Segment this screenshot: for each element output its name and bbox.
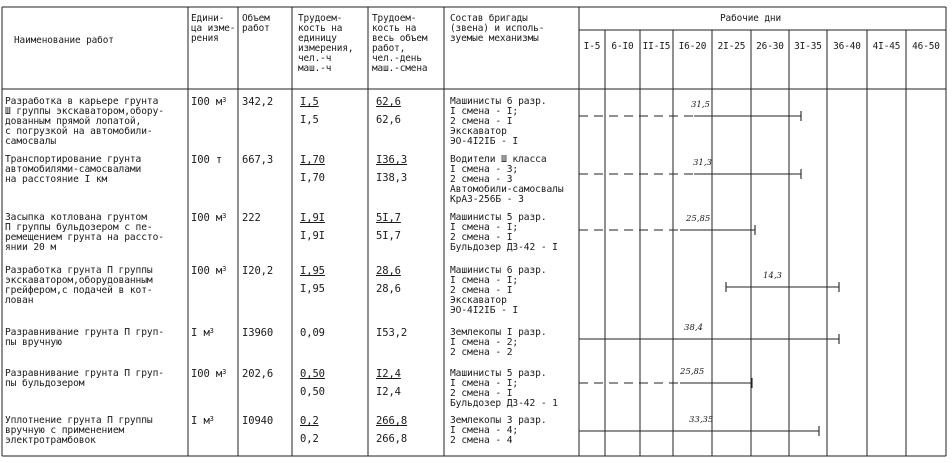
labor-total-top: 266,8	[376, 415, 408, 427]
schedule-mark: 31,3	[693, 158, 712, 168]
header-crew: Состав бригады (звена) и исполь- зуемые механизмы	[450, 13, 545, 44]
labor-unit-top: I,70	[300, 154, 325, 166]
labor-unit-bottom: 0,50	[300, 386, 325, 398]
labor-total-top: 62,6	[376, 96, 401, 108]
unit-text: I м	[191, 415, 210, 427]
labor-unit-top: 0,2	[300, 415, 319, 427]
unit-cell	[191, 155, 222, 166]
labor-total-bottom: I2,4	[376, 386, 401, 398]
unit-cell	[191, 266, 226, 277]
labor-unit-bottom: I,70	[300, 172, 325, 184]
volume-cell: 222	[242, 212, 261, 224]
labor-total-top: 28,6	[376, 265, 401, 277]
day-range-header: 26-30	[756, 41, 784, 52]
labor-unit-top: I,9I	[300, 212, 325, 224]
unit-cell	[191, 97, 226, 108]
unit-text: I00 м	[191, 368, 223, 380]
unit-superscript: 3	[209, 415, 214, 423]
labor-unit-top: 0,50	[300, 368, 325, 380]
labor-unit-bottom: I,5	[300, 114, 319, 126]
labor-total-bottom: 5I,7	[376, 230, 401, 242]
schedule-mark: 38,4	[684, 323, 703, 333]
day-range-header: 36-40	[833, 41, 861, 52]
unit-cell	[191, 213, 226, 224]
unit-text: I00 т	[191, 154, 223, 166]
volume-cell: I0940	[242, 415, 274, 427]
volume-cell: I3960	[242, 327, 274, 339]
unit-superscript: 3	[222, 96, 227, 104]
work-name: Разработка в карьере грунта Ш группы экскаватором,обору- дованным прямой лопатой, с погрузкой на автомобили- самосвалы	[5, 96, 164, 147]
header-unit: Едини- ца изме- рения	[191, 13, 236, 44]
unit-cell	[191, 328, 214, 339]
work-name: Разравнивание грунта П груп- пы вручную	[5, 327, 164, 348]
day-range-header: I6-20	[678, 41, 707, 52]
labor-unit-top: I,5	[300, 96, 319, 108]
unit-superscript: 3	[209, 327, 214, 335]
unit-text: I00 м	[191, 96, 223, 108]
work-name: Засыпка котлована грунтом П группы бульдозером с пе- ремещением грунта на рассто- янии 20 м	[5, 212, 164, 253]
schedule-mark: 25,85	[680, 367, 705, 377]
schedule-mark: 31,5	[691, 100, 710, 110]
unit-superscript: 3	[222, 368, 227, 376]
work-name: Уплотнение грунта П группы вручную с применением электротрамбовок	[5, 415, 153, 446]
crew-cell: Машинисты 6 разр. I смена - I; 2 смена - I Экскаватор ЭО-4I2IБ - I	[450, 265, 547, 316]
schedule-mark: 25,85	[686, 214, 711, 224]
crew-cell: Машинисты 6 разр. I смена - I; 2 смена - I Экскаватор ЭО-4I2IБ - I	[450, 96, 547, 147]
labor-unit-bottom: I,9I	[300, 230, 325, 242]
header-labor-total: Трудоем- кость на весь объем работ, чел.-день маш.-смена	[372, 13, 428, 74]
crew-cell: Землекопы I разр. I смена - 2; 2 смена - 2	[450, 327, 547, 358]
unit-superscript: 3	[222, 265, 227, 273]
work-name: Транспортирование грунта автомобилями-самосвалами на расстояние I км	[5, 154, 142, 185]
unit-cell	[191, 369, 226, 380]
unit-superscript: 3	[222, 212, 227, 220]
day-range-header: 3I-35	[794, 41, 822, 52]
header-days-title: Рабочие дни	[720, 13, 781, 24]
crew-cell: Землекопы 3 разр. I смена - 4; 2 смена - 4	[450, 415, 547, 446]
labor-total-top: I2,4	[376, 368, 401, 380]
day-range-header: 6-I0	[611, 41, 634, 52]
volume-cell: I20,2	[242, 265, 274, 277]
day-range-header: 4I-45	[872, 41, 901, 52]
work-name: Разравнивание грунта П груп- пы бульдозером	[5, 368, 164, 389]
work-name: Разработка грунта П группы экскаватором,оборудованным грейфером,с подачей в кот- лован	[5, 265, 153, 306]
day-range-header: 46-50	[912, 41, 940, 52]
crew-cell: Машинисты 5 разр. I смена - I; 2 смена - I Бульдозер ДЗ-42 - 1	[450, 368, 558, 409]
unit-cell	[191, 416, 214, 427]
labor-unit-top: 0,09	[300, 327, 325, 339]
labor-total-top: I36,3	[376, 154, 408, 166]
labor-unit-bottom: I,95	[300, 283, 325, 295]
day-range-header: I-5	[583, 41, 601, 52]
labor-total-bottom: I38,3	[376, 172, 408, 184]
crew-cell: Машинисты 5 разр. I смена - I; 2 смена - I Бульдозер ДЗ-42 - I	[450, 212, 558, 253]
header-name: Наименование работ	[14, 35, 114, 46]
labor-total-top: I53,2	[376, 327, 408, 339]
header-volume: Объем работ	[242, 13, 270, 34]
volume-cell: 342,2	[242, 96, 274, 108]
crew-cell: Водители Ш класса I смена - 3; 2 смена - 3 Автомобили-самосвалы КрАЗ-256Б - 3	[450, 154, 564, 205]
labor-total-bottom: 28,6	[376, 283, 401, 295]
schedule-mark: 14,3	[763, 271, 782, 281]
schedule-mark: 33,35	[689, 415, 714, 425]
volume-cell: 667,3	[242, 154, 274, 166]
labor-total-bottom: 266,8	[376, 433, 408, 445]
day-range-header: II-I5	[642, 41, 671, 52]
labor-total-top: 5I,7	[376, 212, 401, 224]
header-labor-unit: Трудоем- кость на единицу измерения, чел.-ч маш.-ч	[298, 13, 354, 74]
unit-text: I м	[191, 327, 210, 339]
unit-text: I00 м	[191, 265, 223, 277]
labor-unit-top: I,95	[300, 265, 325, 277]
labor-unit-bottom: 0,2	[300, 433, 319, 445]
volume-cell: 202,6	[242, 368, 274, 380]
labor-total-bottom: 62,6	[376, 114, 401, 126]
unit-text: I00 м	[191, 212, 223, 224]
day-range-header: 2I-25	[717, 41, 746, 52]
